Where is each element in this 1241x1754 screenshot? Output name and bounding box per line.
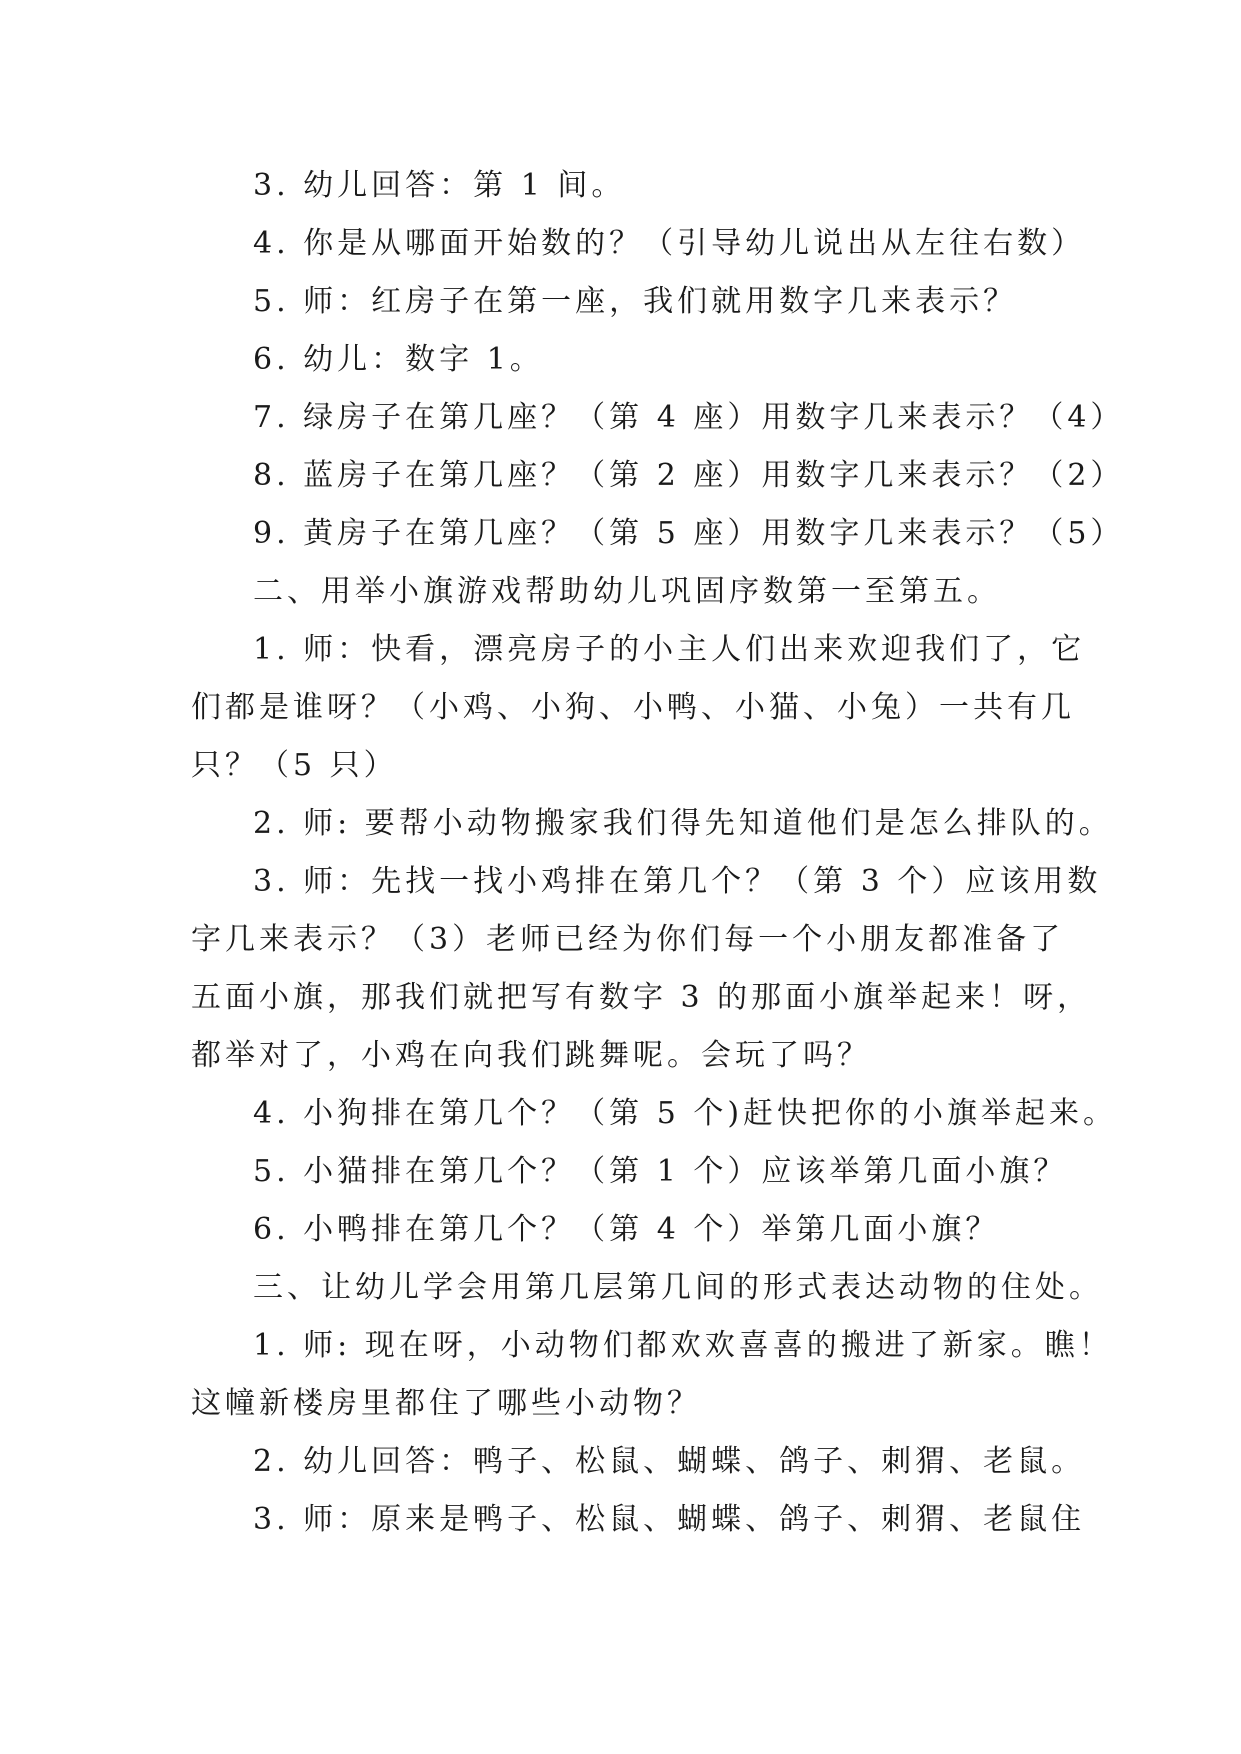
paragraph-line: 4. 小狗排在第几个？（第 5 个)赶快把你的小旗举起来。 (253, 1096, 1118, 1131)
paragraph-line: 8. 蓝房子在第几座？（第 2 座）用数字几来表示？（2） (253, 458, 1125, 493)
paragraph-line: 们都是谁呀？（小鸡、小狗、小鸭、小猫、小兔）一共有几 (191, 690, 1075, 725)
paragraph-line: 3. 幼儿回答：第 1 间。 (253, 168, 626, 203)
paragraph-line: 1. 师：快看，漂亮房子的小主人们出来欢迎我们了，它 (253, 632, 1086, 667)
paragraph-line: 3. 师：原来是鸭子、松鼠、蝴蝶、鸽子、刺猬、老鼠住 (253, 1502, 1086, 1537)
paragraph-line: 2. 幼儿回答：鸭子、松鼠、蝴蝶、鸽子、刺猬、老鼠。 (253, 1444, 1086, 1479)
paragraph-line: 4. 你是从哪面开始数的？（引导幼儿说出从左往右数） (253, 226, 1086, 261)
paragraph-line: 字几来表示？（3）老师已经为你们每一个小朋友都准备了 (191, 922, 1065, 957)
section-heading: 二、用举小旗游戏帮助幼儿巩固序数第一至第五。 (253, 574, 1001, 609)
paragraph-line: 6. 小鸭排在第几个？（第 4 个）举第几面小旗？ (253, 1212, 1000, 1247)
paragraph-line: 2. 师: 要帮小动物搬家我们得先知道他们是怎么排队的。 (253, 806, 1113, 841)
paragraph-line: 这幢新楼房里都住了哪些小动物？ (191, 1386, 701, 1421)
section-heading: 三、让幼儿学会用第几层第几间的形式表达动物的住处。 (253, 1270, 1103, 1305)
paragraph-line: 9. 黄房子在第几座？（第 5 座）用数字几来表示？（5） (253, 516, 1125, 551)
paragraph-line: 3. 师：先找一找小鸡排在第几个？（第 3 个）应该用数 (253, 864, 1102, 899)
paragraph-line: 5. 师：红房子在第一座，我们就用数字几来表示？ (253, 284, 1018, 319)
paragraph-line: 6. 幼儿：数字 1。 (253, 342, 544, 377)
paragraph-line: 5. 小猫排在第几个？（第 1 个）应该举第几面小旗？ (253, 1154, 1068, 1189)
paragraph-line: 只？（5 只） (191, 748, 398, 783)
paragraph-line: 都举对了，小鸡在向我们跳舞呢。会玩了吗？ (191, 1038, 871, 1073)
paragraph-line: 7. 绿房子在第几座？（第 4 座）用数字几来表示？（4） (253, 400, 1125, 435)
paragraph-line: 五面小旗，那我们就把写有数字 3 的那面小旗举起来！呀， (191, 980, 1092, 1015)
paragraph-line: 1. 师: 现在呀，小动物们都欢欢喜喜的搬进了新家。瞧！ (253, 1328, 1113, 1363)
